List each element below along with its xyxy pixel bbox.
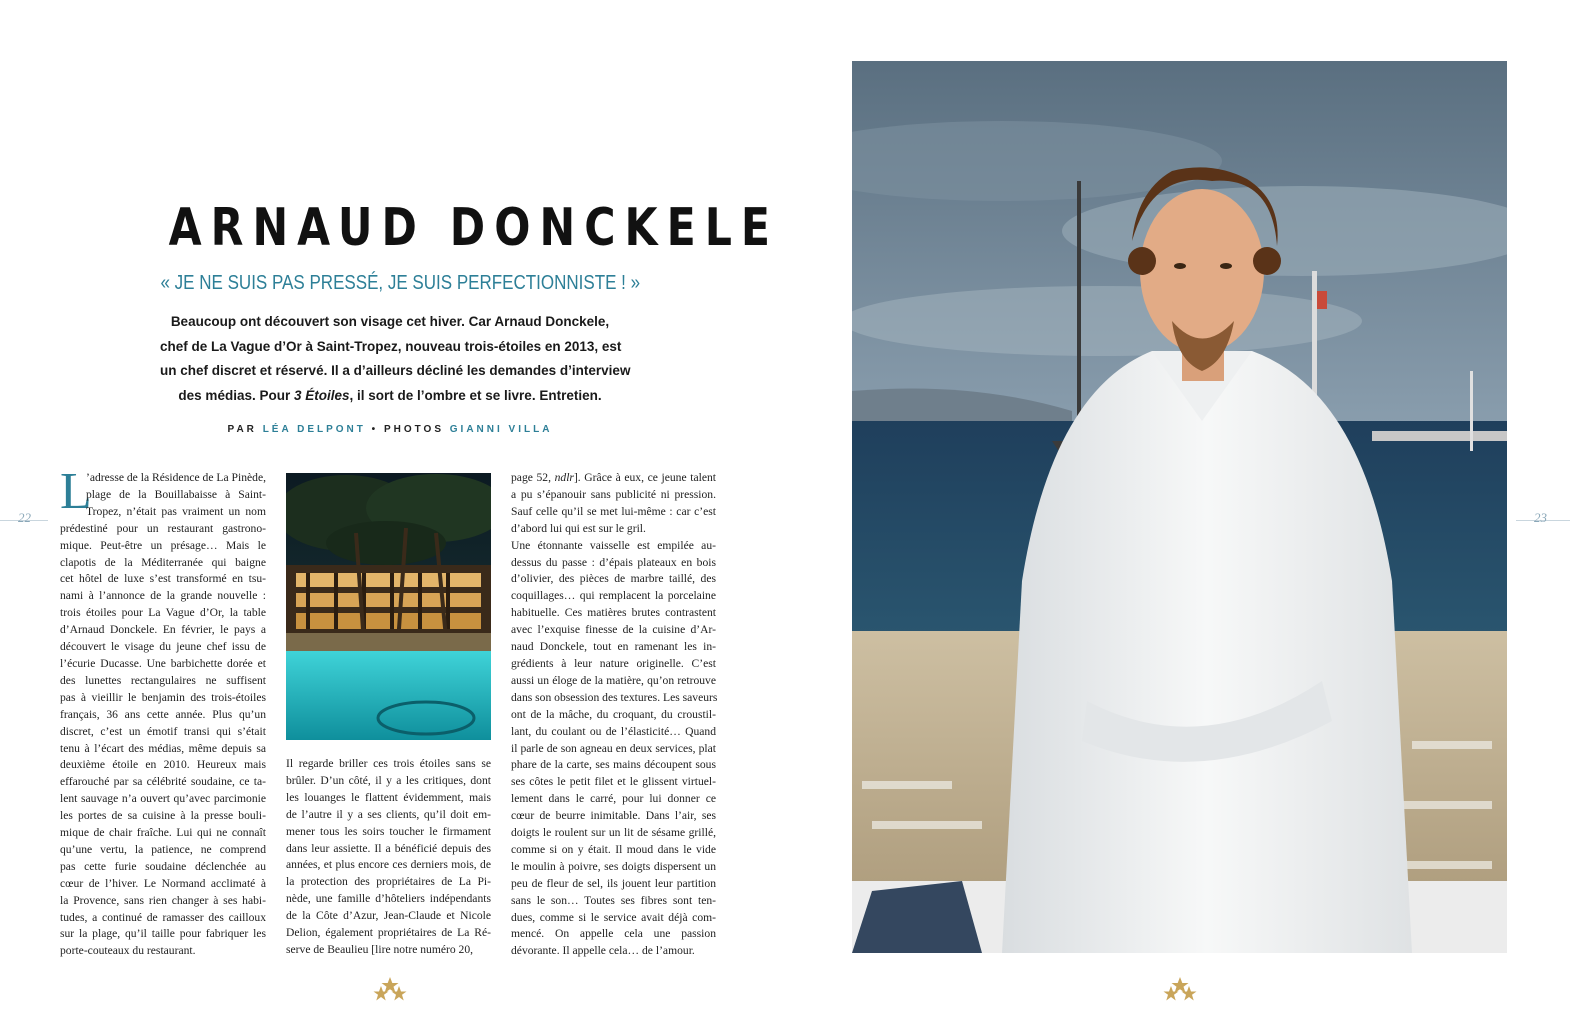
- body-text-line: naud Donckele, tout en ramenant les in-: [511, 640, 716, 654]
- lede-line: [160, 384, 620, 409]
- article-title: ARNAUD DONCKELE: [168, 198, 780, 258]
- body-text-line: tudes, a continué de ramasser des cailloux: [60, 910, 266, 924]
- body-text-line: phare de la carte, ses mains découpent sous: [511, 758, 716, 772]
- body-text-line: cœur de l’hiver. Le Normand acclimaté à: [60, 876, 266, 890]
- body-text-line: ses côtes le petit filet et le glissent virtuel-: [511, 775, 716, 789]
- article-lede: [160, 310, 631, 408]
- body-text-line: Sauf celle qu’il se met lui-même : car c’est: [511, 504, 716, 518]
- body-text-line: clapotis de la Méditerranée qui baigne: [60, 555, 266, 569]
- body-text-line: le moulin à poivre, ses doigts dispersent un: [511, 859, 716, 873]
- lede-line: chef de La Vague d’Or à Saint-Tropez, nouveau trois-étoiles en 2013, est: [160, 338, 622, 354]
- body-text-line: brûler. D’un côté, il y a les critiques, dont: [286, 773, 491, 787]
- body-text-line: Une étonnante vaisselle est empilée au-: [511, 538, 716, 552]
- body-text-line: mencé. On appelle cela une passion: [511, 927, 716, 941]
- body-text-line: d’olivier, des pièces de marbre taillé, des: [511, 572, 716, 586]
- body-text-line: la protection des propriétaires de La Pi-: [286, 875, 491, 889]
- body-text-line: page 52, ndlr]. Grâce à eux, ce jeune talent: [511, 471, 716, 484]
- body-text-line: mique. Peut-être un présage… Mais le: [60, 538, 266, 552]
- body-text-line: les louanges le flattent évidemment, mais: [286, 790, 491, 804]
- byline-author: LÉA DELPONT: [262, 424, 366, 435]
- body-text-line: découvert le visage du jeune chef issu de: [60, 640, 266, 654]
- body-text-line: il parle de son agneau en deux services, plat: [511, 741, 716, 755]
- body-text-line: dessus du passe : d’épais plateaux en bois: [511, 555, 716, 569]
- body-text-line: deuxième étoile en 2010. Heureux mais: [60, 758, 266, 772]
- body-text-line: sans le son… Toutes ses fibres sont ten-: [511, 893, 716, 907]
- body-text-line: serve de Beaulieu [lire notre numéro 20,: [286, 942, 474, 956]
- body-text-line: dévorante. Il appelle cela… de l’amour.: [511, 944, 695, 958]
- body-text-line: cœur de beurre inimitable. Dans l’air, ses: [511, 809, 716, 823]
- body-text-line: les portes de sa cuisine à la presse bouli-: [60, 809, 266, 823]
- lede-text: des médias. Pour: [178, 387, 294, 403]
- body-text-line: français, 36 ans cette année. Plus qu’un: [60, 707, 266, 721]
- body-text-line: Il regarde briller ces trois étoiles sans se: [286, 757, 491, 770]
- body-text-line: doigts le roulent sur un lit de sésame grillé,: [511, 826, 716, 840]
- body-text-line: coquillages… qui remplacent la porcelaine: [511, 589, 716, 603]
- body-text-line: Tropez, n’était pas vraiment un nom: [86, 504, 266, 518]
- body-text-line: aussi un éloge de la matière, qu’on retrouve: [511, 673, 716, 687]
- body-text-line: des lunettes rectangulaires ne suffisent: [60, 673, 266, 687]
- lede-line: un chef discret et réservé. Il a d’ailleurs décliné les demandes d’interview: [160, 363, 631, 378]
- body-text-line: pas cette furie soudaine déclenchée au: [60, 859, 266, 873]
- body-text-line: de la Côte d’Azur, Jean-Claude et Nicole: [286, 909, 491, 923]
- lede-text: , il sort de l’ombre et se livre. Entretien.: [349, 387, 602, 403]
- body-text-line: mique de chair fraîche. Lui qui ne connaît: [60, 826, 266, 840]
- body-text-line: ’adresse de la Résidence de La Pinède,: [86, 471, 266, 484]
- body-column-1: [60, 463, 266, 960]
- body-text-line: peu de fleur de sel, ils jouent leur partition: [511, 876, 716, 890]
- body-text-line: lement dans le carré, pour lui donner ce: [511, 792, 716, 806]
- body-text-line: plage de la Bouillabaisse à Saint-: [86, 487, 266, 501]
- page-number-left: 22: [18, 510, 31, 525]
- chef-portrait-photo: [852, 61, 1507, 953]
- byline-photographer: GIANNI VILLA: [449, 424, 553, 435]
- article-subtitle: « JE NE SUIS PAS PRESSÉ, JE SUIS PERFECTIONNISTE ! »: [160, 272, 641, 294]
- body-text-line: effarouché par sa célébrité soudaine, ce ta-: [60, 775, 266, 789]
- three-stars-logo-right: [1160, 976, 1200, 1002]
- body-text-line: de l’autre il y a ses clients, qu’il doit em-: [286, 807, 491, 821]
- body-text-line: comme si on y était. Il moud dans le vide: [511, 842, 716, 856]
- chef-portrait-illustration: [852, 61, 1507, 953]
- body-text-line: ont de la mâche, du croquant, du croustil-: [511, 707, 716, 721]
- hotel-pool-photo: [286, 473, 491, 740]
- body-text-line: nède, une famille d’hôteliers indépendants: [286, 892, 491, 906]
- body-column-2: [286, 756, 491, 959]
- body-text-line: dans son obsession des textures. Les saveurs: [511, 690, 718, 704]
- body-text-line: Delion, également propriétaires de La Ré-: [286, 926, 491, 940]
- body-text-line: prédestiné pour un restaurant gastrono-: [60, 521, 266, 535]
- body-text-line: lant, du coulant ou de l’élasticité… Quand: [511, 724, 716, 738]
- body-text-line: sur la plage, qu’il taille pour fabriquer les: [60, 927, 266, 941]
- body-text-line: trois étoiles pour La Vague d’Or, la table: [60, 606, 266, 620]
- drop-cap: L: [60, 463, 92, 520]
- byline-separator: •: [371, 424, 379, 435]
- body-text-line: l’écurie Ducasse. Une barbichette dorée et: [60, 656, 266, 670]
- magazine-name: 3 Étoiles: [293, 387, 350, 403]
- body-text-line: discret, c’est un émotif transi qui s’était: [60, 724, 266, 738]
- body-text-line: nami à l’annonce de la grande nouvelle :: [60, 589, 266, 603]
- body-text-line: grédients à leur nature originelle. C’est: [511, 656, 716, 670]
- page-number-right: 23: [1534, 510, 1547, 525]
- lede-line: Beaucoup ont découvert son visage cet hiver. Car Arnaud Donckele,: [170, 314, 610, 329]
- body-text-line: qu’une vertu, la patience, ne comprend: [60, 842, 266, 856]
- body-text-line: d’Arnaud Donckele. En février, le pays a: [60, 623, 266, 637]
- hotel-pool-illustration: [286, 473, 491, 740]
- body-text-line: mener tous les soirs toucher le firmament: [286, 824, 491, 838]
- body-text-line: dues, comme si le service avait déjà com-: [511, 910, 716, 924]
- three-stars-logo-left: [370, 976, 410, 1002]
- body-text-line: pas à vieillir le benjamin des trois-étoiles: [60, 690, 266, 704]
- body-text-line: porte-couteaux du restaurant.: [60, 944, 196, 958]
- byline-par: PAR: [227, 424, 257, 435]
- body-text-line: a pu s’épanouir sans publicité ni pression.: [511, 487, 716, 501]
- byline: [140, 424, 640, 435]
- body-text-line: années, et plus encore ces derniers mois, de: [286, 858, 491, 872]
- body-column-3: [511, 470, 716, 960]
- ndlr-abbrev: ndlr: [554, 471, 574, 484]
- body-text-line: dans leur assiette. Il a bénéficié depuis des: [286, 841, 491, 855]
- body-text-line: habituelle. Ces matières brutes contrastent: [511, 606, 716, 620]
- body-text-line: avec l’exquise finesse de la cuisine d’Ar-: [511, 623, 716, 637]
- body-text-line: lent sauvage n’a ouvert qu’avec parcimonie: [60, 792, 266, 806]
- body-text-line: cet hôtel de luxe s’est transformé en tsu-: [60, 572, 266, 586]
- body-text-line: la Provence, sans rien changer à ses habi-: [60, 893, 266, 907]
- body-text-line: d’abord lui qui est sur le gril.: [511, 521, 646, 535]
- body-text-line: tenu à l’écart des médias, même depuis sa: [60, 741, 266, 755]
- byline-photos: PHOTOS: [383, 424, 444, 435]
